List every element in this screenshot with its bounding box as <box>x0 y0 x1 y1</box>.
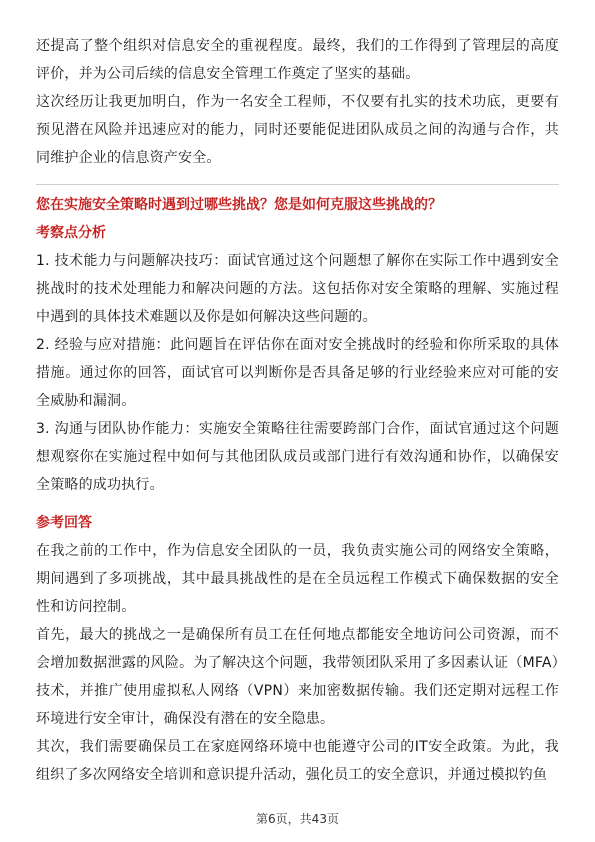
interview-question: 您在实施安全策略时遇到过哪些挑战？您是如何克服这些挑战的？ <box>36 197 442 213</box>
analysis-item-3: 3. 沟通与团队协作能力：实施安全策略往往需要跨部门合作，面试官通过这个问题想观察你在实施过程中如何与其他团队成员或部门进行有效沟通和协作，以确保安全策略的成功执行。 <box>36 421 559 493</box>
answer-paragraph-3: 其次，我们需要确保员工在家庭网络环境中也能遵守公司的IT安全政策。为此，我组织了多次网络安全培训和意识提升活动，强化员工的安全意识，并通过模拟钓鱼 <box>36 739 559 783</box>
answer-paragraph-2: 首先，最大的挑战之一是确保所有员工在任何地点都能安全地访问公司资源，而不会增加数据泄露的风险。为了解决这个问题，我带领团队采用了多因素认证（MFA）技术，并推广使用虚拟私人网络（VPN）来加密数据传输。我们还定期对远程工作环境进行安全审计，确保没有潜在的安全隐患。 <box>36 627 559 727</box>
answer-heading: 参考回答 <box>36 515 92 531</box>
page-number: 第6页，共43页 <box>256 812 339 826</box>
analysis-heading: 考察点分析 <box>36 225 106 241</box>
analysis-item-2: 2. 经验与应对措施：此问题旨在评估你在面对安全挑战时的经验和你所采取的具体措施。通过你的回答，面试官可以判断你是否具备足够的行业经验来应对可能的安全威胁和漏洞。 <box>36 337 559 409</box>
answer-paragraph-1: 在我之前的工作中，作为信息安全团队的一员，我负责实施公司的网络安全策略，期间遇到了多项挑战，其中最具挑战性的是在全员远程工作模式下确保数据的安全性和访问控制。 <box>36 543 559 615</box>
intro-paragraph-1: 还提高了整个组织对信息安全的重视程度。最终，我们的工作得到了管理层的高度评价，并为公司后续的信息安全管理工作奠定了坚实的基础。 <box>36 38 559 82</box>
section-divider <box>36 184 559 185</box>
analysis-item-1: 1. 技术能力与问题解决技巧：面试官通过这个问题想了解你在实际工作中遇到安全挑战时的技术处理能力和解决问题的方法。这包括你对安全策略的理解、实施过程中遇到的具体技术难题以及你是如何解决这些问题的。 <box>36 253 559 325</box>
intro-paragraph-2: 这次经历让我更加明白，作为一名安全工程师，不仅要有扎实的技术功底，更要有预见潜在风险并迅速应对的能力，同时还要能促进团队成员之间的沟通与合作，共同维护企业的信息资产安全。 <box>36 94 559 166</box>
document-page <box>36 32 559 789</box>
